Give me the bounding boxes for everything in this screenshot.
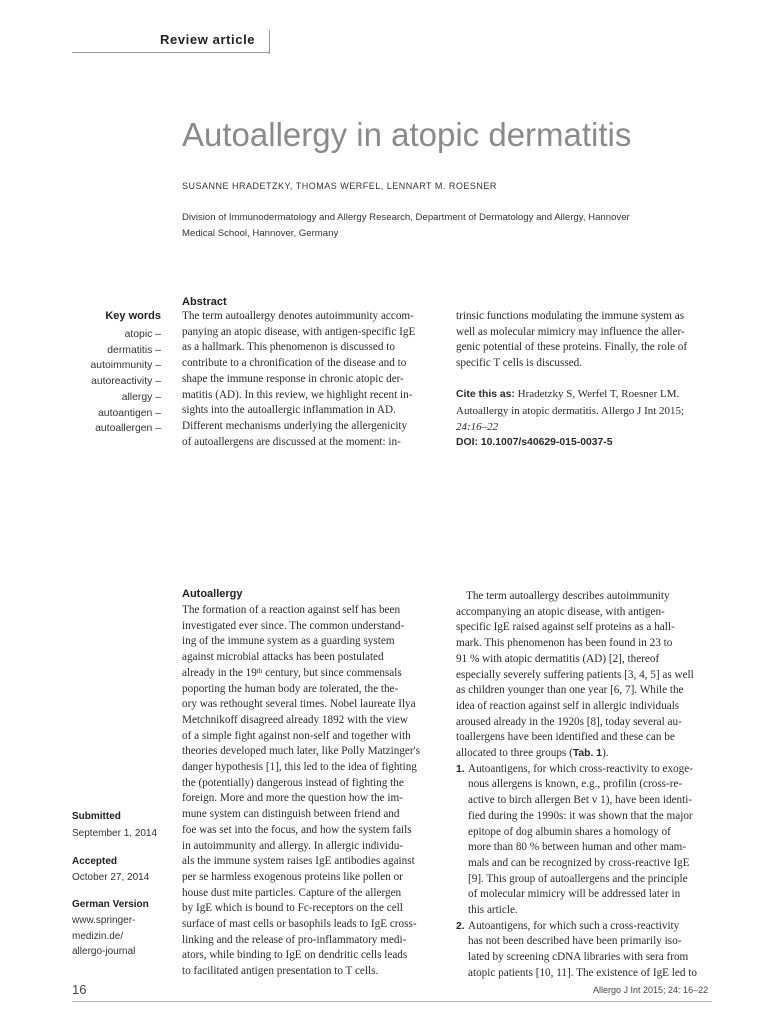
text-line: panying an atopic disease, with antigen-specific IgE [182, 325, 416, 338]
text-line: lated by screening cDNA libraries with sera from [468, 951, 689, 964]
body-column-1 [182, 603, 437, 980]
text-line: The term autoallergy describes autoimmunity [466, 590, 670, 602]
text-line: accompanying an atopic disease, with antigen- [456, 605, 665, 618]
keyword: dermatitis – [107, 344, 161, 356]
text-line: theories developed much later, like Polly Matzinger's [182, 745, 420, 758]
text-line: ators, while binding to IgE on dendritic cells leads [182, 949, 408, 962]
text-line: ing of the immune system as a guarding system [182, 635, 395, 648]
list-item [456, 919, 712, 982]
text-line: of autoallergens are discussed at the moment: in- [182, 435, 401, 448]
section-heading: Autoallergy [182, 588, 243, 600]
abstract-column-1 [182, 309, 437, 450]
text-line: well as molecular mimicry may influence the aller- [456, 325, 685, 338]
text-line: specific T cells is discussed. [456, 357, 583, 370]
keyword: autoreactivity – [91, 376, 161, 388]
citation-label: Cite this as: [456, 389, 515, 400]
keyword: autoantigen – [98, 407, 161, 419]
text-line: against microbial attacks has been postulated [182, 651, 384, 664]
text-line: already in the 19th century, but since commensals [182, 666, 402, 679]
text-line: epitope of dog albumin shares a homology of [468, 825, 671, 838]
text-line: trinsic functions modulating the immune system as [456, 310, 685, 322]
text-line: genic potential of these proteins. Finally, the role of [456, 341, 688, 354]
citation-text: Autoallergy in atopic dermatitis. Allergo J Int 2015; [456, 405, 685, 417]
text-line: matitis (AD). In this review, we highlight recent in- [182, 388, 413, 401]
list-number: 1. [456, 763, 465, 775]
submitted-date: September 1, 2014 [72, 828, 158, 839]
text-line: by IgE which is bound to Fc-receptors on the cell [182, 902, 403, 915]
text-line: active to birch allergen Bet v 1), have been identi- [468, 794, 693, 807]
header-rule [72, 52, 270, 53]
text-line: linking and the release of pro-inflammatory medi- [182, 933, 407, 946]
text-line: per se harmless exogenous proteins like pollen or [182, 870, 403, 883]
text-line: danger hypothesis [1], this led to the idea of fighting [182, 761, 417, 774]
text-line: poporting the human body are tolerated, the the- [182, 682, 399, 695]
accepted-label: Accepted [72, 856, 118, 867]
citation-block [456, 386, 716, 451]
footer-rule [72, 1001, 712, 1002]
text-line: mals and can be recognized by cross-reactive IgE [468, 856, 690, 869]
abstract-heading: Abstract [182, 296, 227, 308]
list-number: 2. [456, 920, 465, 932]
text-line: as a hallmark. This phenomenon is discussed to [182, 341, 395, 354]
doi-link[interactable]: DOI: 10.1007/s40629-015-0037-5 [456, 437, 613, 448]
text-line: als the immune system raises IgE antibodies against [182, 855, 415, 868]
keywords-heading: Key words [105, 310, 161, 322]
text-line: foreign. More and more the question how the im- [182, 792, 403, 805]
keyword: allergy – [121, 391, 161, 403]
link-line: allergo-journal [72, 946, 136, 958]
affiliation-line: Medical School, Hannover, Germany [182, 228, 339, 239]
text-line: surface of mast cells or basophils leads to IgE cross- [182, 918, 417, 931]
text-line: of a simple fight against non-self and together with [182, 729, 411, 742]
text-line: fied during the 1990s: it was shown that the major [468, 809, 693, 822]
text-line: The formation of a reaction against self has been [182, 604, 401, 616]
text-line: contribute to a chronification of the disease and to [182, 357, 407, 370]
text-line: Different mechanisms underlying the allergenicity [182, 419, 408, 432]
text-line: Metchnikoff disagreed already 1892 with the view [182, 713, 408, 726]
list-item [456, 762, 712, 919]
text-line: specific IgE raised against self proteins as a hall- [456, 621, 675, 634]
text-line: allocated to three groups (Tab. 1). [456, 747, 609, 760]
text-line: idea of reaction against self in allergic individuals [456, 699, 680, 712]
german-version-label: German Version [72, 899, 149, 910]
text-line: of molecular mimicry will be addressed later in [468, 888, 681, 901]
page-number: 16 [72, 982, 87, 997]
text-line: investigated ever since. The common understand- [182, 619, 405, 632]
article-title: Autoallergy in atopic dermatitis [182, 116, 632, 153]
text-line: [9]. This group of autoallergens and the principle [468, 872, 688, 885]
section-label: Review article [160, 32, 256, 47]
text-line: atopic patients [10, 11]. The existence of IgE led to [468, 966, 697, 979]
body-column-2 [456, 589, 712, 982]
text-line: as children younger than one year [6, 7]. While the [456, 684, 684, 697]
link-line: medizin.de/ [72, 930, 124, 942]
accepted-date: October 27, 2014 [72, 872, 150, 883]
submitted-label: Submitted [72, 811, 121, 822]
header-divider [269, 30, 270, 54]
text-line: Autoantigens, for which cross-reactivity to exoge- [468, 762, 693, 775]
link-line: www.springer- [72, 915, 136, 926]
text-line: to facilitated antigen presentation to T cells. [182, 965, 379, 978]
keyword: autoallergen – [95, 423, 161, 435]
text-line: the (potentially) dangerous instead of fighting the [182, 776, 404, 789]
text-line: sights into the autoallergic inflammation in AD. [182, 404, 396, 417]
keywords-list [60, 327, 161, 437]
text-line: shape the immune response in chronic atopic der- [182, 372, 404, 385]
affiliation-line: Division of Immunodermatology and Allergy Research, Department of Dermatology and Allergy, Hannover [182, 212, 630, 223]
text-line: foe was set into the focus, and how the system fails [182, 823, 412, 836]
text-line: Autoantigens, for which such a cross-reactivity [468, 919, 680, 932]
text-line: more than 80 % between human and other mam- [468, 841, 687, 854]
german-version-link[interactable] [72, 913, 135, 960]
text-line: house dust mite particles. Capture of the allergen [182, 886, 402, 899]
table-reference[interactable]: Tab. 1 [572, 748, 603, 760]
text-line: mark. This phenomenon has been found in 23 to [456, 637, 673, 650]
text-line: especially severely suffering patients [3, 4, 5] as well [456, 668, 694, 681]
text-line: mune system can distinguish between friend and [182, 808, 400, 821]
text-line: aroused already in the 1920s [8], today several au- [456, 715, 682, 728]
citation-pages: 24:16–22 [456, 421, 499, 433]
citation-text: Hradetzky S, Werfel T, Roesner LM. [514, 388, 680, 400]
keyword: autoimmunity – [90, 360, 161, 372]
footer-citation: Allergo J Int 2015; 24: 16–22 [593, 985, 709, 995]
authors: SUSANNE HRADETZKY, THOMAS WERFEL, LENNART M. ROESNER [182, 181, 497, 191]
text-line: toallergens have been identified and these can be [456, 731, 675, 744]
text-line: has not been described have been primarily iso- [468, 935, 682, 948]
text-line: The term autoallergy denotes autoimmunity accom- [182, 310, 414, 322]
abstract-column-2 [456, 309, 711, 372]
text-line: 91 % with atopic dermatitis (AD) [2], thereof [456, 652, 660, 665]
affiliation [182, 210, 682, 242]
keyword: atopic – [124, 329, 161, 340]
text-line: this article. [468, 904, 518, 917]
text-line: in autoimmunity and allergy. In allergic individu- [182, 839, 404, 852]
text-line: nous allergens is known, e.g., profilin (cross-re- [468, 778, 683, 791]
text-line: ory was rethought several times. Nobel laureate Ilya [182, 698, 416, 711]
